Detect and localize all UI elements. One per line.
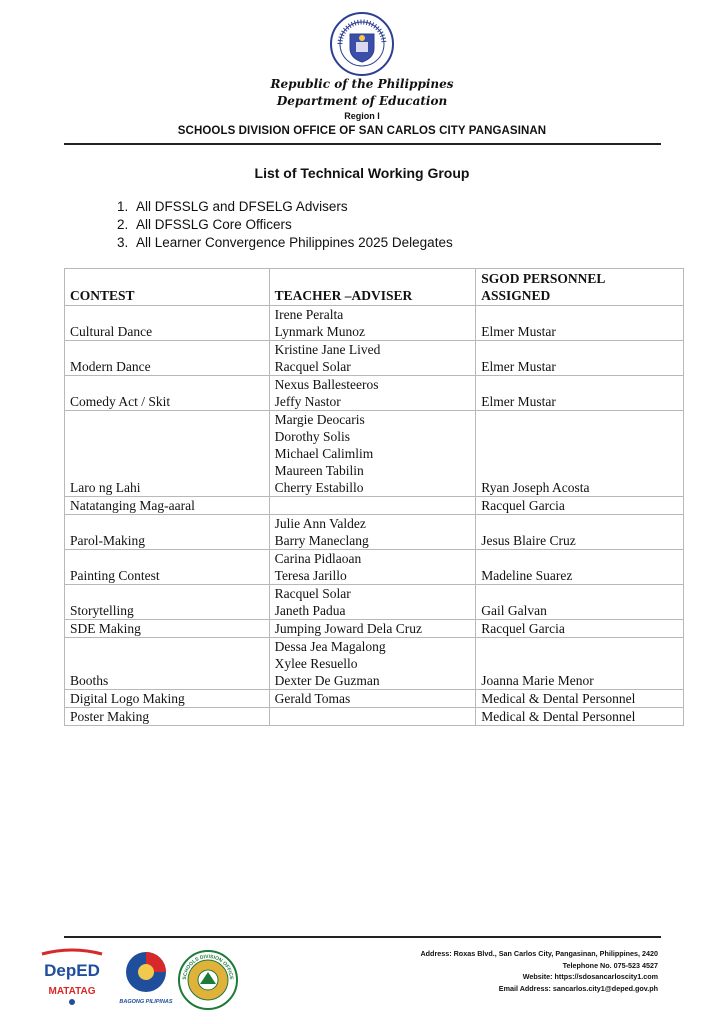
group-list-item: 1. All DFSSLG and DFSELG Advisers bbox=[132, 198, 453, 216]
adviser-name: Gerald Tomas bbox=[274, 691, 351, 706]
sdo-seal-logo bbox=[178, 950, 238, 1010]
adviser-name: Carina Pidlaoan bbox=[274, 551, 362, 566]
contest-cell: Digital Logo Making bbox=[65, 690, 270, 708]
adviser-cell bbox=[269, 708, 476, 726]
sgod-personnel-cell: Medical & Dental Personnel bbox=[476, 708, 684, 726]
sdo-seal-text: SCHOOLS DIVISION OFFICE bbox=[181, 953, 235, 980]
adviser-cell bbox=[269, 585, 476, 620]
table-row bbox=[65, 515, 684, 550]
table-header-row bbox=[65, 269, 684, 306]
header-divider bbox=[64, 143, 661, 145]
sgod-personnel-cell: Elmer Mustar bbox=[476, 306, 684, 341]
contest-cell: Comedy Act / Skit bbox=[65, 376, 270, 411]
contest-cell: Laro ng Lahi bbox=[65, 411, 270, 497]
sgod-header-line: ASSIGNED bbox=[481, 288, 551, 303]
sgod-column-header bbox=[476, 269, 684, 306]
document-title: List of Technical Working Group bbox=[254, 165, 470, 181]
table-row bbox=[65, 306, 684, 341]
matatag-logo-text: MATATAG bbox=[48, 986, 96, 997]
adviser-name: Xylee Resuello bbox=[274, 656, 358, 671]
adviser-name: Dorothy Solis bbox=[274, 429, 351, 444]
contest-cell: Poster Making bbox=[65, 708, 270, 726]
adviser-name: Margie Deocaris bbox=[274, 412, 365, 427]
sgod-personnel-cell: Racquel Garcia bbox=[476, 497, 684, 515]
contest-cell: Storytelling bbox=[65, 585, 270, 620]
deped-matatag-logo bbox=[40, 948, 104, 1008]
department-heading: Department of Education bbox=[276, 94, 448, 108]
bagong-logo-text: BAGONG PILIPINAS bbox=[119, 999, 173, 1005]
adviser-name: Maureen Tabilin bbox=[274, 463, 364, 478]
division-office-heading: SCHOOLS DIVISION OFFICE OF SAN CARLOS CITY PANGASINAN bbox=[177, 125, 547, 137]
table-row bbox=[65, 497, 684, 515]
deped-logo-text: DepED bbox=[44, 961, 100, 980]
contest-column-header: CONTEST bbox=[65, 269, 270, 306]
adviser-name bbox=[275, 708, 471, 725]
adviser-name: Nexus Ballesteeros bbox=[274, 377, 379, 392]
adviser-cell bbox=[269, 515, 476, 550]
adviser-cell bbox=[269, 620, 476, 638]
contest-cell: Booths bbox=[65, 638, 270, 690]
sgod-personnel-cell: Medical & Dental Personnel bbox=[476, 690, 684, 708]
contest-cell: Painting Contest bbox=[65, 550, 270, 585]
group-list-item: 2. All DFSSLG Core Officers bbox=[132, 216, 453, 234]
sgod-personnel-cell: Joanna Marie Menor bbox=[476, 638, 684, 690]
footer-address: Address: Roxas Blvd., San Carlos City, Pangasinan, Philippines, 2420 bbox=[420, 949, 658, 958]
table-row bbox=[65, 708, 684, 726]
table-row bbox=[65, 690, 684, 708]
group-list-item: 3. All Learner Convergence Philippines 2025 Delegates bbox=[132, 234, 453, 252]
contest-cell: Natatanging Mag-aaral bbox=[65, 497, 270, 515]
republic-heading: Republic of the Philippines bbox=[270, 77, 454, 91]
sgod-header-line: SGOD PERSONNEL bbox=[481, 271, 606, 286]
adviser-name: Kristine Jane Lived bbox=[274, 342, 381, 357]
table-row bbox=[65, 585, 684, 620]
adviser-name: Lynmark Munoz bbox=[274, 324, 366, 339]
adviser-cell bbox=[269, 690, 476, 708]
table-row bbox=[65, 638, 684, 690]
sgod-personnel-cell: Elmer Mustar bbox=[476, 376, 684, 411]
adviser-name: Jeffy Nastor bbox=[274, 394, 341, 409]
adviser-column-header: TEACHER –ADVISER bbox=[269, 269, 476, 306]
region-label: Region I bbox=[344, 111, 380, 121]
table-row bbox=[65, 550, 684, 585]
adviser-name bbox=[275, 497, 471, 514]
adviser-cell bbox=[269, 638, 476, 690]
adviser-name: Jumping Joward Dela Cruz bbox=[274, 621, 422, 636]
sgod-personnel-cell: Madeline Suarez bbox=[476, 550, 684, 585]
adviser-name: Irene Peralta bbox=[274, 307, 344, 322]
footer-contact-block bbox=[420, 948, 658, 994]
table-row bbox=[65, 376, 684, 411]
footer-telephone: Telephone No. 075-523 4527 bbox=[562, 960, 658, 970]
technical-working-group-table bbox=[64, 268, 684, 726]
adviser-cell bbox=[269, 411, 476, 497]
sgod-personnel-cell: Racquel Garcia bbox=[476, 620, 684, 638]
footer-website: Website: https://sdosancarloscity1.com bbox=[522, 972, 658, 981]
sgod-personnel-cell: Ryan Joseph Acosta bbox=[476, 411, 684, 497]
contest-cell: Parol-Making bbox=[65, 515, 270, 550]
sgod-personnel-cell: Elmer Mustar bbox=[476, 341, 684, 376]
footer-email: Email Address: sancarlos.city1@deped.gov.ph bbox=[498, 983, 658, 993]
contest-cell: Modern Dance bbox=[65, 341, 270, 376]
adviser-name: Janeth Padua bbox=[274, 603, 346, 618]
adviser-cell bbox=[269, 497, 476, 515]
adviser-name: Michael Calimlim bbox=[274, 446, 374, 461]
adviser-cell bbox=[269, 376, 476, 411]
adviser-name: Julie Ann Valdez bbox=[274, 516, 366, 531]
adviser-cell bbox=[269, 306, 476, 341]
group-list bbox=[80, 198, 453, 252]
adviser-cell bbox=[269, 341, 476, 376]
sgod-personnel-cell: Gail Galvan bbox=[476, 585, 684, 620]
adviser-name: Teresa Jarillo bbox=[274, 568, 347, 583]
sgod-personnel-cell: Jesus Blaire Cruz bbox=[476, 515, 684, 550]
table-body bbox=[65, 306, 684, 726]
adviser-name: Racquel Solar bbox=[274, 586, 351, 601]
adviser-name: Racquel Solar bbox=[274, 359, 351, 374]
contest-cell: Cultural Dance bbox=[65, 306, 270, 341]
adviser-name: Cherry Estabillo bbox=[274, 480, 364, 495]
deped-seal-logo bbox=[330, 12, 394, 76]
adviser-name: Dessa Jea Magalong bbox=[274, 639, 386, 654]
contest-cell: SDE Making bbox=[65, 620, 270, 638]
adviser-name: Dexter De Guzman bbox=[274, 673, 380, 688]
adviser-name: Barry Maneclang bbox=[274, 533, 369, 548]
table-row bbox=[65, 411, 684, 497]
table-row bbox=[65, 620, 684, 638]
bagong-pilipinas-logo bbox=[116, 948, 176, 1008]
table-row bbox=[65, 341, 684, 376]
adviser-cell bbox=[269, 550, 476, 585]
footer-divider bbox=[64, 936, 661, 938]
